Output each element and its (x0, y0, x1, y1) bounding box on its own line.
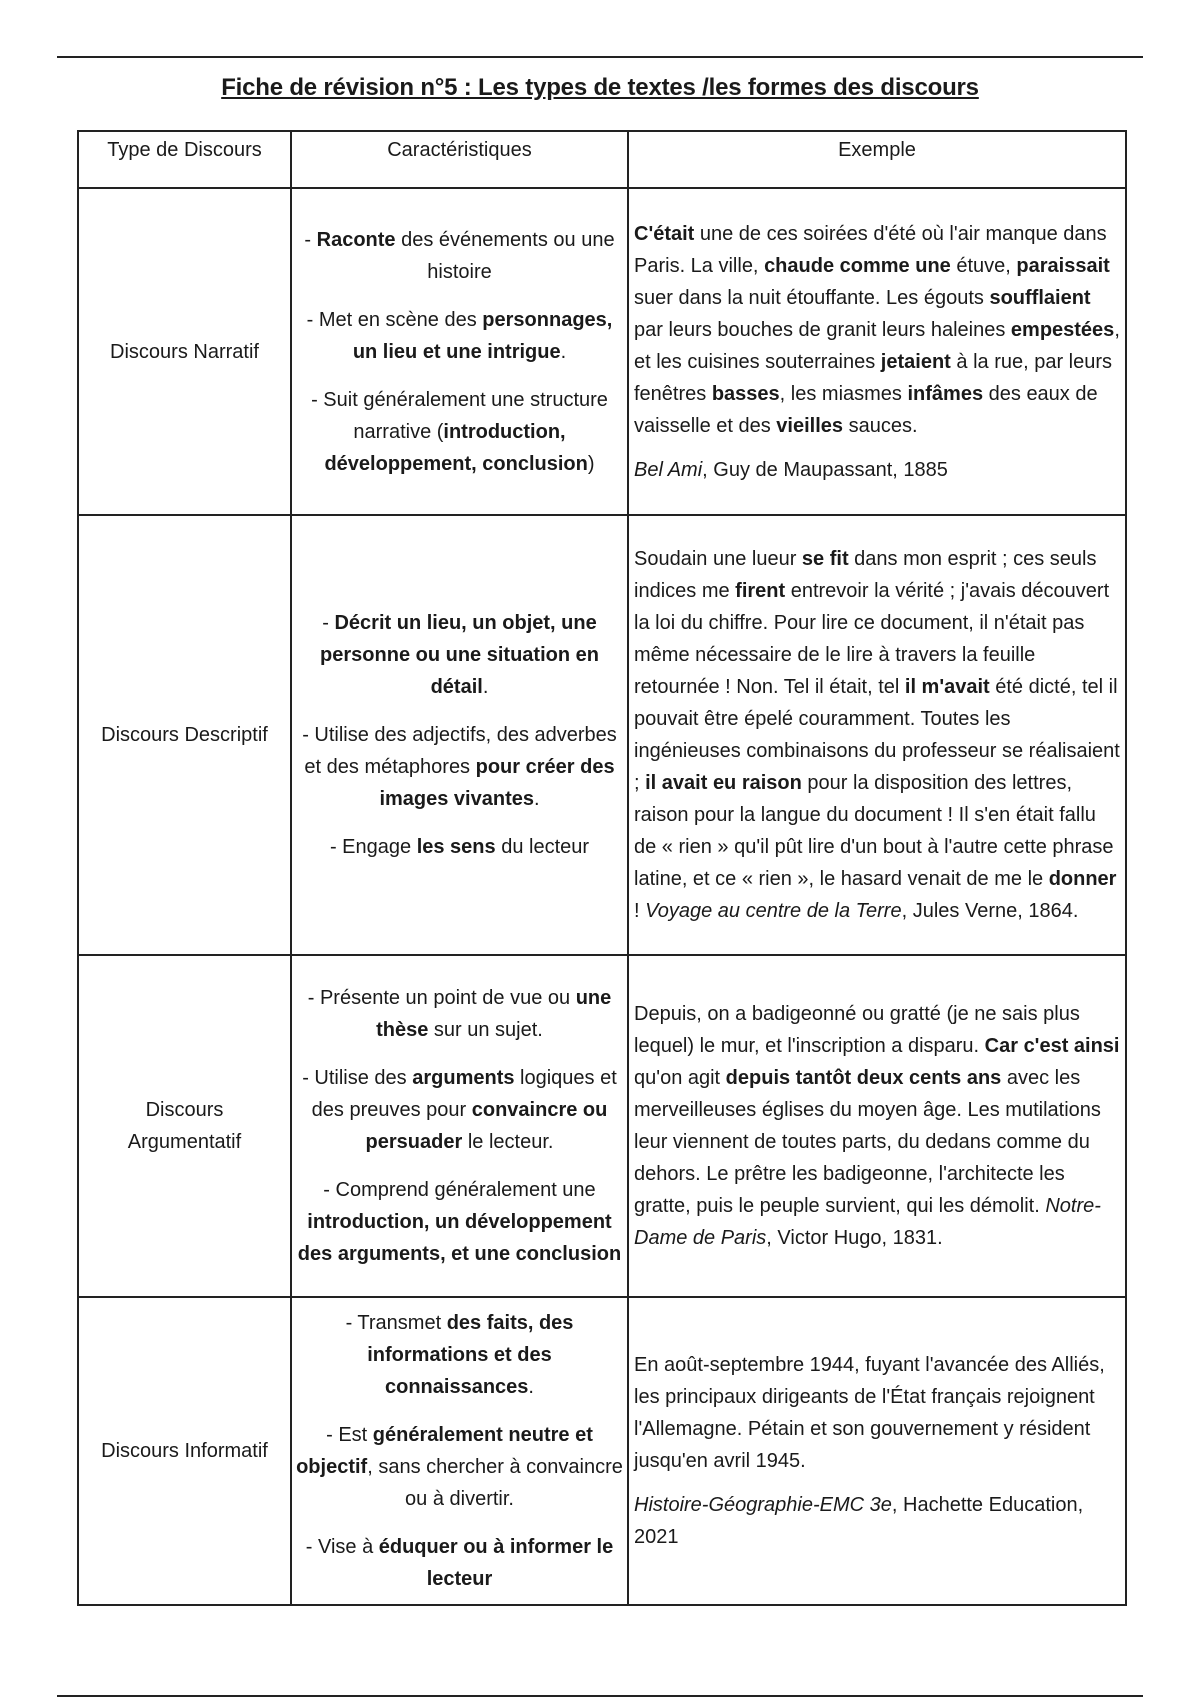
text-run: - Transmet (345, 1312, 447, 1334)
bold-text: paraissait (1016, 254, 1110, 277)
cell-paragraph (634, 218, 1121, 442)
discourse-type: Discours Narratif (78, 188, 291, 515)
header-characteristics: Caractéristiques (291, 131, 628, 188)
bold-text: arguments (412, 1067, 515, 1089)
characteristics-cell (291, 1297, 628, 1605)
example-cell (628, 955, 1126, 1297)
bold-text: personnages, un lieu et une intrigue (352, 308, 613, 363)
discourse-type: Discours Informatif (78, 1297, 291, 1605)
text-run: par leurs bouches de granit leurs haleines (634, 318, 1011, 341)
text-run: ) (587, 452, 595, 475)
text-run: - Est (326, 1424, 373, 1446)
bold-text: soufflaient (989, 286, 1091, 309)
page-title: Fiche de révision n°5 : Les types de textes /les formes des discours (221, 74, 979, 101)
text-run: . (482, 676, 489, 698)
revision-table (77, 130, 1127, 1606)
example-cell (628, 188, 1126, 515)
header-type: Type de Discours (78, 131, 291, 188)
header-example: Exemple (628, 131, 1126, 188)
italic-text: Histoire-Géographie-EMC 3e (634, 1494, 892, 1516)
text-run: - Vise à (305, 1536, 379, 1558)
bold-text: depuis tantôt deux cents ans (725, 1067, 1002, 1089)
text-run: suer dans la nuit étouffante. Les égouts (634, 286, 990, 309)
bold-text: éduquer ou à informer le lecteur (378, 1536, 614, 1590)
text-run: logiques et des preuves pour (311, 1067, 617, 1121)
example-cell (628, 515, 1126, 955)
text-run: pour la disposition des lettres, raison pour la langue du document ! Il s'en était fallu de « rien » qu'il pût lire d'un bout à l'autre cette phrase latine, et ce « rien », le hasard venait de me le (634, 772, 1114, 890)
bold-text: empestées (1010, 318, 1115, 341)
text-run: , Jules Verne, 1864. (901, 900, 1079, 922)
bold-text: il m'avait (904, 676, 990, 698)
text-run: - Met en scène des (306, 308, 483, 331)
text-run: à la rue, par leurs fenêtres (634, 350, 1113, 405)
text-run: , Hachette Education, 2021 (634, 1494, 1084, 1548)
text-run: avec les merveilleuses églises du moyen âge. Les mutilations leur viennent de toutes parts, du dedans comme du dehors. Le prêtre les badigeonne, l'architecte les gratte, puis le peuple survient, qui les démolit. (634, 1067, 1101, 1217)
cell-paragraph (294, 982, 625, 1046)
text-run: des événements ou une histoire (395, 228, 615, 283)
text-run: entrevoir la vérité ; j'avais découvert la loi du chiffre. Pour lire ce document, il n'était pas même nécessaire de le lire à travers la feuille retournée ! Non. Tel il était, tel (634, 580, 1110, 698)
cell-paragraph (294, 719, 625, 815)
text-run: , sans chercher à convaincre ou à divertir. (367, 1456, 623, 1510)
text-run: qu'on agit (634, 1067, 726, 1089)
cell-paragraph (294, 1307, 625, 1403)
text-run: - Présente un point de vue ou (307, 987, 576, 1009)
bold-text: introduction, un développement des arguments, et une conclusion (297, 1211, 622, 1265)
text-run: , les miasmes (779, 382, 908, 405)
discourse-type: Discours Descriptif (78, 515, 291, 955)
table-row (78, 515, 1126, 955)
text-run: , et les cuisines souterraines (634, 318, 1120, 373)
bold-text: Décrit un lieu, un objet, une personne ou une situation en détail (320, 612, 599, 698)
top-rule (57, 56, 1143, 58)
table-row (78, 955, 1126, 1297)
bold-text: une thèse (376, 987, 612, 1041)
text-run: En août-septembre 1944, fuyant l'avancée des Alliés, les principaux dirigeants de l'État français rejoignent l'Allemagne. Pétain et son gouvernement y résident jusqu'en avril 1945. (634, 1354, 1105, 1472)
text-run: . (528, 1376, 534, 1398)
bold-text: se fit (801, 548, 849, 570)
cell-paragraph (294, 1419, 625, 1515)
text-run: - Engage (329, 836, 417, 858)
bold-text: il avait eu raison (645, 772, 802, 794)
table-row (78, 1297, 1126, 1605)
cell-paragraph (294, 1174, 625, 1270)
table-header-row (78, 131, 1126, 188)
bold-text: vieilles (776, 414, 844, 437)
cell-paragraph (634, 1489, 1121, 1553)
bold-text: convaincre ou persuader (365, 1099, 608, 1153)
bold-text: les sens (416, 836, 496, 858)
text-run: sauces. (843, 414, 918, 437)
text-run: - Utilise des adjectifs, des adverbes et des métaphores (302, 724, 617, 778)
table-row (78, 188, 1126, 515)
characteristics-cell (291, 515, 628, 955)
text-run: une de ces soirées d'été où l'air manque dans Paris. La ville, (634, 222, 1107, 277)
bold-text: chaude comme une (764, 254, 951, 277)
bold-text: généralement neutre et objectif (296, 1424, 593, 1478)
bold-text: des faits, des informations et des connaissances (367, 1312, 574, 1398)
text-run: étuve, (950, 254, 1017, 277)
text-run: , Guy de Maupassant, 1885 (702, 458, 948, 481)
text-run: - Comprend généralement une (323, 1179, 596, 1201)
text-run: - Utilise des (302, 1067, 413, 1089)
bold-text: infâmes (907, 382, 984, 405)
bold-text: C'était (634, 222, 695, 245)
text-run: le lecteur. (462, 1131, 554, 1153)
cell-paragraph (634, 998, 1121, 1254)
italic-text: Bel Ami (634, 458, 703, 481)
cell-paragraph (294, 304, 625, 368)
italic-text: Notre-Dame de Paris (634, 1195, 1101, 1249)
cell-paragraph (294, 1531, 625, 1595)
text-run: - (304, 228, 317, 251)
cell-paragraph (294, 1062, 625, 1158)
bold-text: firent (735, 580, 786, 602)
text-run: du lecteur (495, 836, 590, 858)
bold-text: Raconte (316, 228, 396, 251)
text-run: Depuis, on a badigeonné ou gratté (je ne sais plus lequel) le mur, et l'inscription a disparu. (634, 1003, 1080, 1057)
bottom-rule (57, 1695, 1143, 1697)
cell-paragraph (294, 224, 625, 288)
cell-paragraph (634, 543, 1121, 927)
text-run: - Suit généralement une structure narrative ( (311, 388, 608, 443)
bold-text: basses (711, 382, 780, 405)
characteristics-cell (291, 188, 628, 515)
example-cell (628, 1297, 1126, 1605)
bold-text: introduction, développement, conclusion (324, 420, 588, 475)
discourse-type: Discours Argumentatif (78, 955, 291, 1297)
text-run: - (322, 612, 335, 634)
text-run: . (533, 788, 540, 810)
italic-text: Voyage au centre de la Terre (645, 900, 902, 922)
text-run: Soudain une lueur (634, 548, 802, 570)
characteristics-cell (291, 955, 628, 1297)
text-run: des eaux de vaisselle et des (634, 382, 1098, 437)
bold-text: Car c'est ainsi (984, 1035, 1120, 1057)
text-run: ! (634, 900, 646, 922)
cell-paragraph (294, 831, 625, 863)
text-run: été dicté, tel il pouvait être épelé couramment. Toutes les ingénieuses combinaisons du professeur se réalisaient ; (634, 676, 1120, 794)
cell-paragraph (634, 1349, 1121, 1477)
cell-paragraph (634, 454, 1121, 486)
text-run: dans mon esprit ; ces seuls indices me (634, 548, 1097, 602)
bold-text: pour créer des images vivantes (379, 756, 615, 810)
cell-paragraph (294, 607, 625, 703)
text-run: . (560, 340, 567, 363)
text-run: , Victor Hugo, 1831. (766, 1227, 943, 1249)
bold-text: jetaient (880, 350, 951, 373)
text-run: sur un sujet. (428, 1019, 543, 1041)
bold-text: donner (1048, 868, 1117, 890)
cell-paragraph (294, 384, 625, 480)
